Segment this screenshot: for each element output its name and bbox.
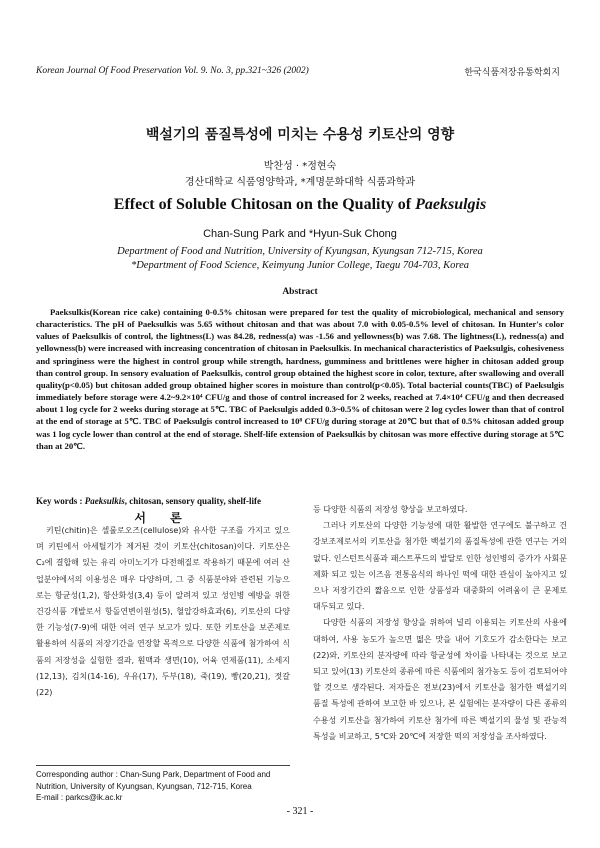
correspondence-footnote [36, 769, 290, 804]
keywords-rest: , chitosan, sensory quality, shelf-life [124, 496, 262, 506]
left-column [36, 523, 290, 701]
abstract-heading: Abstract [282, 287, 318, 297]
english-title-main: Effect of Soluble Chitosan on the Quality of [113, 196, 416, 213]
society-name: 한국식품저장유통학회지 [464, 68, 560, 78]
korean-authors: 박찬성 · *정현숙 [263, 161, 337, 172]
abstract-body: Paeksulkis(Korean rice cake) containing 0-0.5% chitosan were prepared for test the quality of microbiological, mechanical and sensory characteristics. The pH of Paeksulkis was 5.65 without chitosan and that was about 7.0 with 0.05-0.5% level of chitosan. In Hunter's color values of Paeksulkis of control, the lightness(L) was 84.28, redness(a) was -1.56 and yellowness(b) was 7.68. The lightness(L), redness(a) and yellowness(b) were increased with increasing concentration of chitosan in Paeksulkis. In mechanical characteristics of Paeksulgis, cohesiveness and springiness were the highest in control group while strength, hardness, gumminess and brittlenes were higher in chitosan added group than control group. In sensory evaluation of Paeksulkis, control group obtained the highest score in color, texture, after swallowing and overall quality(p<0.05) but chitosan added group obtained higher scores in moisture than control(p<0.05). Total bacterial counts(TBC) of Paeksulgis immediately before storage were 4.2~9.2×10⁴ CFU/g and those of control increased for 2 weeks, reached at 7.4×10⁴ CFU/g and then decreased about 1 log cycle for 2 weeks during storage at 5℃. TBC of Paeksulgis added 0.3~0.5% of chitosan were 2 log cycles lower than that of control at the end of storage at 5℃. TBC of Paeksulgis control increased to 10⁸ CFU/g during storage at 20℃ but that of 0.5% chitosan added group was 1 log cycle lower than control at the end of storage. Shelf-life extension of Paeksulkis by chitosan was more effective during storage at 5℃ than at 20℃. [36, 307, 564, 451]
english-title [0, 196, 600, 214]
korean-title: 백설기의 품질특성에 미치는 수용성 키토산의 영향 [145, 127, 455, 143]
intro-paragraph-3: 다양한 식품의 저장성 향상을 위하여 널리 이용되는 키토산의 사용에 대하여, 사용 농도가 높으면 떫은 맛을 내어 기호도가 감소한다는 보고(22)와, 키토산의 분자량에 따라 항균성에 차이를 나타내는 것으로 보고되고 있어(13) 키토산의 종류에 따른 식품에의 첨가농도 등이 검토되어야 할 것으로 생각된다. 저자들은 전보(23)에서 키토산을 첨가한 백설기의 품질 특성에 관하여 보고한 바 있으나, 본 실험에는 분자량이 다른 종류의 수용성 키토산을 첨가하여 키토산 첨가에 따른 백설기의 물성 및 관능적 특성을 비교하고, 5℃와 20℃에 저장한 떡의 저장성을 조사하였다. [313, 618, 567, 741]
right-column [313, 502, 567, 745]
journal-citation: Korean Journal Of Food Preservation Vol. 9. No. 3, pp.321~326 (2002) [36, 66, 309, 76]
correspondence-line: Corresponding author : Chan-Sung Park, Department of Food and [36, 770, 271, 779]
english-authors: Chan-Sung Park and *Hyun-Suk Chong [203, 228, 397, 240]
korean-affiliation: 경산대학교 식품영양학과, *계명문화대학 식품과학과 [184, 177, 416, 188]
correspondence-email: E-mail : parkcs@ik.ac.kr [36, 793, 123, 802]
intro-paragraph-1-cont: 등 다양한 식품의 저장성 향상을 보고하였다. [313, 505, 468, 514]
english-affiliation-1: Department of Food and Nutrition, University of Kyungsan, Kyungsan 712-715, Korea [117, 246, 483, 257]
intro-paragraph-1: 키틴(chitin)은 셀룰로오즈(cellulose)와 유사한 구조를 가지고 있으며 키틴에서 아세틸기가 제거된 것이 키토산(chitosan)이다. 키토산은 C₂에 결합해 있는 유리 아미노기가 다전해질로 작용하기 때문에 여러 산업분야에서의 이용성은 매우 다양하며, 그 중 식품분야와 관련된 기능으로는 항균성(1,2), 항산화성(3,4) 등이 알려져 있고 성인병 예방을 위한 건강식품 개발로서 항돌연변이원성(5), 혈압강하효과(6), 키토산의 다양한 기능성(7-9)에 대한 여러 연구 보고가 있다. 또한 키토산을 보존제로 활용하여 식품의 저장기간을 연장할 목적으로 다양한 식품에 첨가하여 식품의 저장성을 실험한 결과, 훤맥과 생면(10), 어육 연제품(11), 소세지(12,13), 김치(14-16), 우유(17), 두부(18), 죽(19), 빵(20,21), 젓갈(22) [36, 526, 290, 698]
footnote-divider [36, 765, 290, 766]
english-affiliation-2: *Department of Food Science, Keimyung Junior College, Taegu 704-703, Korea [130, 260, 470, 271]
page-number: - 321 - [286, 806, 314, 817]
keywords-label: Key words : [36, 496, 85, 506]
correspondence-line: Nutrition, University of Kyungsan, Kyungsan, 712-715, Korea [36, 781, 252, 791]
intro-paragraph-2: 그러나 키토산의 다양한 기능성에 대한 활발한 연구에도 불구하고 건강보조제로서의 키토산을 첨가한 백설기의 품질특성에 관한 연구는 거의 없다. 인스턴트식품과 패스트푸드의 발달로 인한 성인병의 증가가 사회문제화 되고 있는 이즈음 전통음식의 하나인 떡에 대한 관심이 높아지고 있으나 저장기간의 짧음으로 인한 상품성과 대중화의 어려움이 큰 문제로 대두되고 있다. [313, 521, 567, 612]
keywords-italic: Paeksulkis [84, 496, 125, 506]
section-heading-introduction: 서 론 [134, 511, 192, 525]
english-title-italic: Paeksulgis [415, 196, 487, 213]
